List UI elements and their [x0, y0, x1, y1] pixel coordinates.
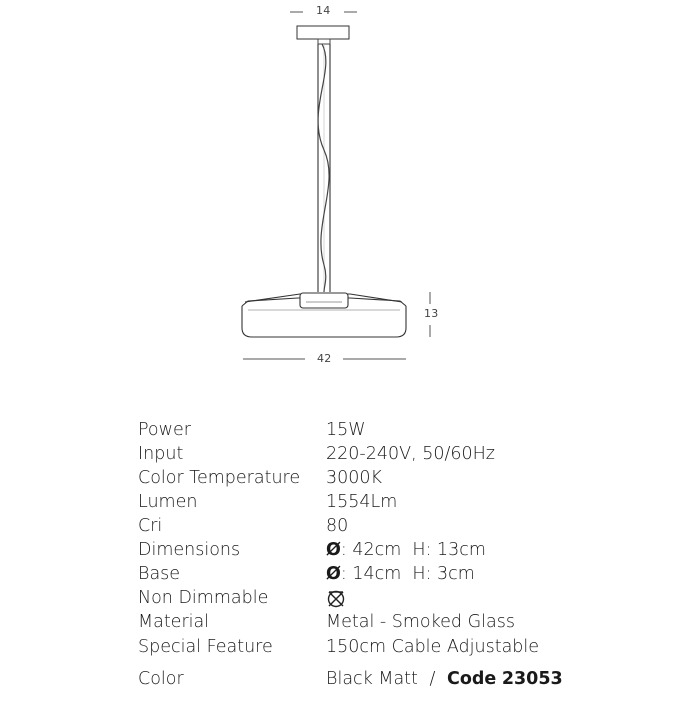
- spec-value: 15W: [326, 420, 366, 440]
- spec-row-power: [138, 418, 598, 442]
- spec-value: [326, 667, 563, 691]
- spec-value: 3000K: [326, 468, 383, 488]
- power-cable: [318, 44, 329, 292]
- non-dimmable-icon: [326, 590, 346, 608]
- spec-label: Color Temperature: [138, 468, 301, 488]
- lamp-shade: [242, 293, 406, 337]
- base-text: : 14cm H: 3cm: [340, 564, 475, 584]
- spec-value: 1554Lm: [326, 492, 398, 512]
- spec-row-base: [138, 562, 598, 586]
- diameter-dimension-label: 42: [317, 352, 332, 365]
- canopy-connector: [318, 39, 330, 44]
- height-dimension-label: 13: [424, 307, 439, 320]
- spec-value: [326, 562, 475, 586]
- spec-label: Cri: [138, 516, 163, 536]
- product-code-value: 23053: [501, 669, 563, 689]
- color-value: Black Matt: [326, 669, 418, 689]
- color-separator: /: [429, 669, 436, 689]
- spec-label: Base: [138, 564, 181, 584]
- spec-row-material: [138, 610, 598, 634]
- spec-label: Special Feature: [138, 637, 273, 657]
- spec-value: 220-240V, 50/60Hz: [326, 444, 495, 464]
- spec-row-input: [138, 442, 598, 466]
- spec-label: Input: [138, 444, 184, 464]
- spec-label: Color: [138, 669, 184, 689]
- spec-label: Lumen: [138, 492, 198, 512]
- spec-row-lumen: [138, 490, 598, 514]
- spec-label: Power: [138, 420, 191, 440]
- spec-row-non-dimmable: [138, 586, 598, 610]
- spec-value: [326, 538, 486, 562]
- width-dimension-label: 14: [316, 4, 331, 17]
- spec-row-cri: [138, 514, 598, 538]
- spec-label: Dimensions: [138, 540, 241, 560]
- spec-label: Non Dimmable: [138, 588, 269, 608]
- spec-value: 150cm Cable Adjustable: [326, 637, 540, 657]
- diameter-symbol: Ø: [326, 564, 341, 584]
- spec-value: 80: [326, 516, 349, 536]
- spec-row-color-temperature: [138, 466, 598, 490]
- spec-value: Metal - Smoked Glass: [326, 612, 515, 632]
- spec-row-dimensions: [138, 538, 598, 562]
- dimensions-text: : 42cm H: 13cm: [340, 540, 486, 560]
- spec-row-color: [138, 667, 598, 691]
- product-code-label: Code: [446, 669, 497, 689]
- spec-row-special-feature: [138, 635, 598, 659]
- ceiling-canopy: [297, 26, 349, 39]
- diameter-symbol: Ø: [326, 540, 341, 560]
- spec-label: Material: [138, 612, 210, 632]
